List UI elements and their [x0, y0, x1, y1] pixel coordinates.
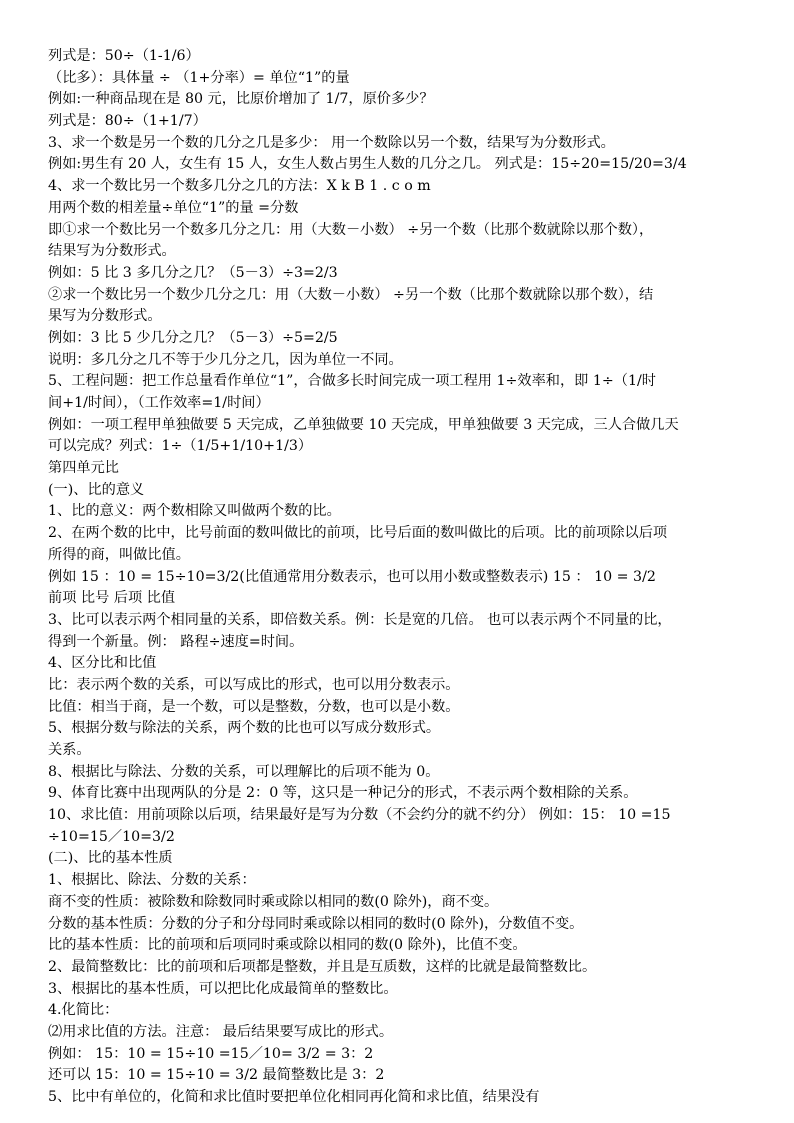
text-line: 8、根据比与除法、分数的关系，可以理解比的后项不能为 0。 [48, 763, 440, 780]
text-line: （比多）：具体量 ÷ （1+分率）= 单位“1”的量 [48, 69, 350, 86]
text-line: 列式是：80÷（1+1/7） [48, 113, 207, 130]
text-line: 比：表示两个数的关系，可以写成比的形式，也可以用分数表示。 [48, 676, 460, 693]
text-line: 4、区分比和比值 [48, 655, 157, 672]
text-line: 例如:一种商品现在是 80 元，比原价增加了 1/7，原价多少？ [48, 91, 434, 108]
text-line: 3、比可以表示两个相同量的关系，即倍数关系。例：长是宽的几倍。 也可以表示两个不同量的比， [48, 611, 672, 628]
text-line: 还可以 15：10 = 15÷10 = 3/2 最简整数比是 3：2 [48, 1067, 385, 1084]
text-line: 第四单元比 [48, 460, 119, 477]
text-line: 用两个数的相差量÷单位“1”的量 =分数 [48, 199, 299, 216]
document-body [48, 46, 760, 1109]
text-line: 商不变的性质：被除数和除数同时乘或除以相同的数(0 除外)，商不变。 [48, 893, 499, 910]
text-line: 关系。 [48, 742, 91, 758]
text-line: 比的基本性质：比的前项和后项同时乘或除以相同的数(0 除外)，比值不变。 [48, 937, 527, 954]
text-line: 4、求一个数比另一个数多几分之几的方法：X k B 1 . c o m [48, 178, 431, 195]
text-line: 5、比中有单位的，化简和求比值时要把单位化相同再化简和求比值，结果没有 [48, 1089, 540, 1105]
text-line: 可以完成？列式：1÷（1/5+1/10+1/3） [48, 438, 313, 455]
text-line: 2、最简整数比：比的前项和后项都是整数，并且是互质数，这样的比就是最简整数比。 [48, 958, 597, 975]
text-line: 10、求比值：用前项除以后项，结果最好是写为分数（不会约分的就不约分） 例如：15： 10 =15 [48, 807, 671, 824]
text-line: 3、根据比的基本性质，可以把比化成最简单的整数比。 [48, 980, 398, 997]
text-line: 结果写为分数形式。 [48, 243, 176, 260]
text-line: 间+1/时间），（工作效率=1/时间） [48, 395, 270, 411]
text-line: 例如：一项工程甲单独做要 5 天完成，乙单独做要 10 天完成，甲单独做要 3 天完成，三人合做几天 [48, 416, 679, 433]
text-line: 例如： 15：10 = 15÷10 =15／10= 3/2 = 3：2 [48, 1045, 374, 1062]
text-line: 例如：5 比 3 多几分之几？（5－3）÷3=2/3 [48, 264, 338, 281]
text-line: 5、工程问题：把工作总量看作单位“1”，合做多长时间完成一项工程用 1÷效率和，即 1÷（1/时 [48, 373, 656, 390]
text-line: (一)、比的意义 [48, 481, 145, 498]
text-line: 所得的商，叫做比值。 [48, 546, 190, 563]
text-line: 果写为分数形式。 [48, 308, 162, 325]
text-line: 例如 15 ：10 = 15÷10=3/2(比值通常用分数表示，也可以用小数或整数表示) 15 ： 10 = 3/2 [48, 568, 656, 585]
text-line: 前项 比号 后项 比值 [48, 590, 176, 607]
text-line: (二)、比的基本性质 [48, 850, 173, 867]
text-line: 比值：相当于商，是一个数，可以是整数，分数，也可以是小数。 [48, 698, 460, 715]
text-line: 1、根据比、除法、分数的关系： [48, 872, 256, 889]
text-line: 例如:男生有 20 人，女生有 15 人，女生人数占男生人数的几分之几。 列式是：15÷20=15/20=3/4 [48, 156, 687, 173]
text-line: 例如：3 比 5 少几分之几？（5－3）÷5=2/5 [48, 329, 338, 346]
text-line: 9、体育比赛中出现两队的分是 2：0 等，这只是一种记分的形式，不表示两个数相除的关系。 [48, 785, 638, 802]
text-line: 1、比的意义：两个数相除又叫做两个数的比。 [48, 503, 341, 520]
text-line: ÷10=15／10=3/2 [48, 828, 175, 845]
text-line: 得到一个新量。例： 路程÷速度=时间。 [48, 633, 304, 650]
text-line: 即①求一个数比另一个数多几分之几：用（大数－小数） ÷另一个数（比那个数就除以那个数）， [48, 221, 654, 238]
text-line: ⑵用求比值的方法。注意： 最后结果要写成比的形式。 [48, 1023, 394, 1040]
text-line: 5、根据分数与除法的关系，两个数的比也可以写成分数形式。 [48, 720, 441, 737]
text-line: 4.化简比： [48, 1002, 119, 1019]
text-line: 3、求一个数是另一个数的几分之几是多少： 用一个数除以另一个数，结果写为分数形式。 [48, 134, 615, 151]
text-line: ②求一个数比另一个数少几分之几：用（大数－小数） ÷另一个数（比那个数就除以那个数），结 [48, 286, 654, 303]
text-line: 2、在两个数的比中，比号前面的数叫做比的前项，比号后面的数叫做比的后项。比的前项除以后项 [48, 525, 668, 542]
text-line: 说明：多几分之几不等于少几分之几，因为单位一不同。 [48, 351, 403, 368]
text-line: 列式是：50÷（1-1/6） [48, 48, 200, 64]
text-line: 分数的基本性质：分数的分子和分母同时乘或除以相同的数时(0 除外)，分数值不变。 [48, 915, 584, 932]
